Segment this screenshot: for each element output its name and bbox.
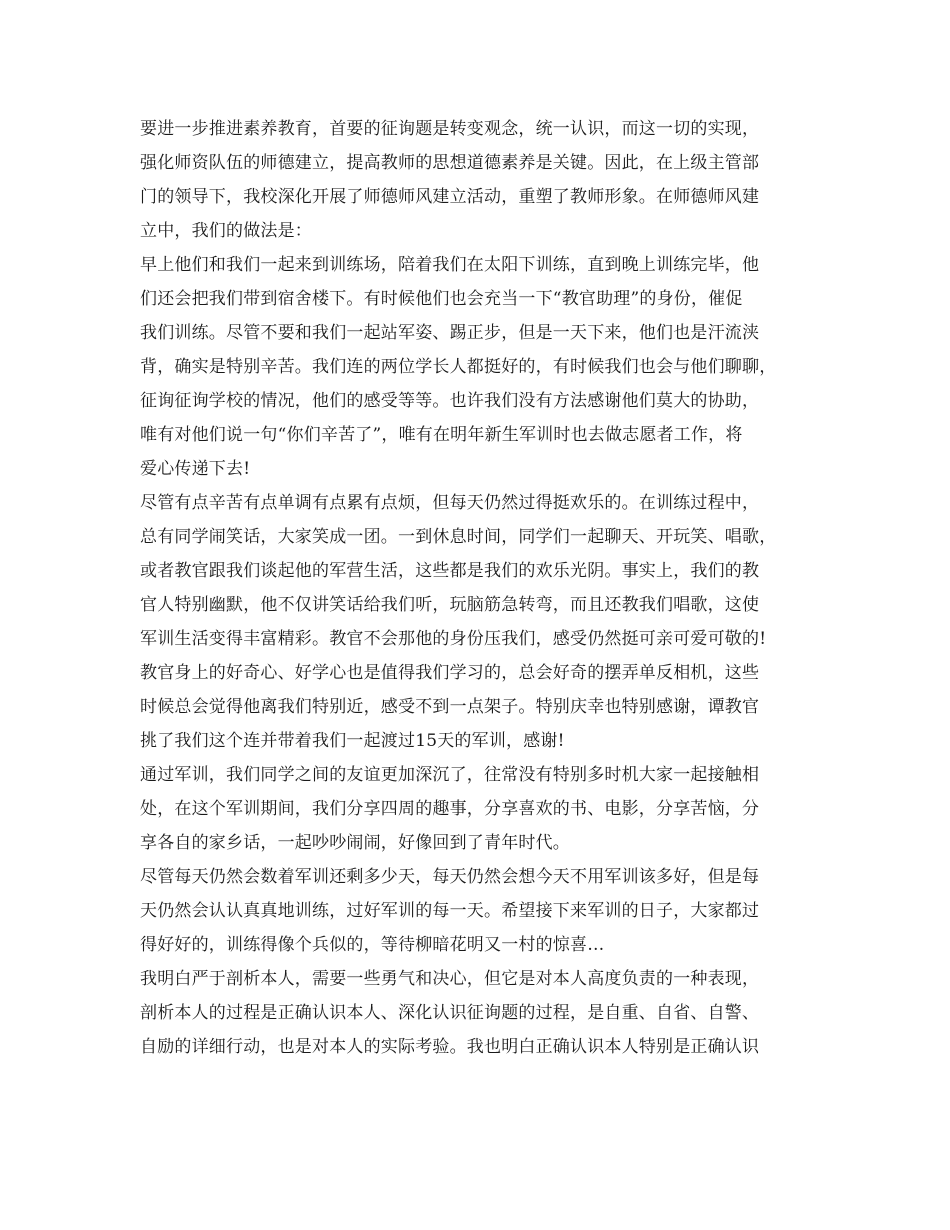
text-line: 征询征询学校的情况，他们的感受等等。也许我们没有方法感谢他们莫大的协助， bbox=[140, 391, 760, 411]
text-line: 爱心传递下去! bbox=[140, 459, 251, 479]
text-line: 自励的详细行动，也是对本人的实际考验。我也明白正确认识本人特别是正确认识 bbox=[140, 1037, 760, 1057]
text-line: 军训生活变得丰富精彩。教官不会那他的身份压我们，感受仍然挺可亲可爱可敬的! bbox=[140, 629, 767, 649]
text-line: 尽管每天仍然会数着军训还剩多少天，每天仍然会想今天不用军训该多好，但是每 bbox=[140, 867, 760, 887]
text-line: 们还会把我们带到宿舍楼下。有时候他们也会充当一下“教官助理”的身份，催促 bbox=[140, 289, 743, 309]
text-line: 我们训练。尽管不要和我们一起站军姿、踢正步，但是一天下来，他们也是汗流浃 bbox=[140, 323, 760, 343]
text-line: 我明白严于剖析本人，需要一些勇气和决心，但它是对本人高度负责的一种表现， bbox=[140, 969, 760, 989]
text-line: 唯有对他们说一句“你们辛苦了”，唯有在明年新生军训时也去做志愿者工作，将 bbox=[140, 425, 743, 445]
text-line: 官人特别幽默，他不仅讲笑话给我们听，玩脑筋急转弯，而且还教我们唱歌，这使 bbox=[140, 595, 760, 615]
text-line: 得好好的，训练得像个兵似的，等待柳暗花明又一村的惊喜… bbox=[140, 935, 605, 955]
text-line: 天仍然会认认真真地训练，过好军训的每一天。希望接下来军训的日子，大家都过 bbox=[140, 901, 760, 921]
text-line: 早上他们和我们一起来到训练场，陪着我们在太阳下训练，直到晚上训练完毕，他 bbox=[140, 255, 760, 275]
text-line: 门的领导下，我校深化开展了师德师风建立活动，重塑了教师形象。在师德师风建 bbox=[140, 187, 760, 207]
text-line: 总有同学闹笑话，大家笑成一团。一到休息时间，同学们一起聊天、开玩笑、唱歌， bbox=[140, 527, 777, 547]
text-line: 通过军训，我们同学之间的友谊更加深沉了，往常没有特别多时机大家一起接触相 bbox=[140, 765, 760, 785]
text-line: 要进一步推进素养教育，首要的征询题是转变观念，统一认识，而这一切的实现， bbox=[140, 119, 760, 139]
text-line: 享各自的家乡话，一起吵吵闹闹，好像回到了青年时代。 bbox=[140, 833, 570, 853]
document-body bbox=[140, 112, 812, 1064]
text-line: 挑了我们这个连并带着我们一起渡过15天的军训，感谢! bbox=[140, 731, 565, 751]
text-line: 背，确实是特别辛苦。我们连的两位学长人都挺好的，有时候我们也会与他们聊聊， bbox=[140, 357, 777, 377]
text-line: 尽管有点辛苦有点单调有点累有点烦，但每天仍然过得挺欢乐的。在训练过程中， bbox=[140, 493, 760, 513]
text-line: 教官身上的好奇心、好学心也是值得我们学习的，总会好奇的摆弄单反相机，这些 bbox=[140, 663, 760, 683]
text-line: 或者教官跟我们谈起他的军营生活，这些都是我们的欢乐光阴。事实上，我们的教 bbox=[140, 561, 760, 581]
text-line: 时候总会觉得他离我们特别近，感受不到一点架子。特别庆幸也特别感谢，谭教官 bbox=[140, 697, 760, 717]
text-line: 立中，我们的做法是： bbox=[140, 221, 312, 241]
text-line: 强化师资队伍的师德建立，提高教师的思想道德素养是关键。因此，在上级主管部 bbox=[140, 153, 760, 173]
text-line: 处，在这个军训期间，我们分享四周的趣事，分享喜欢的书、电影，分享苦恼，分 bbox=[140, 799, 760, 819]
text-line: 剖析本人的过程是正确认识本人、深化认识征询题的过程，是自重、自省、自警、 bbox=[140, 1003, 760, 1023]
